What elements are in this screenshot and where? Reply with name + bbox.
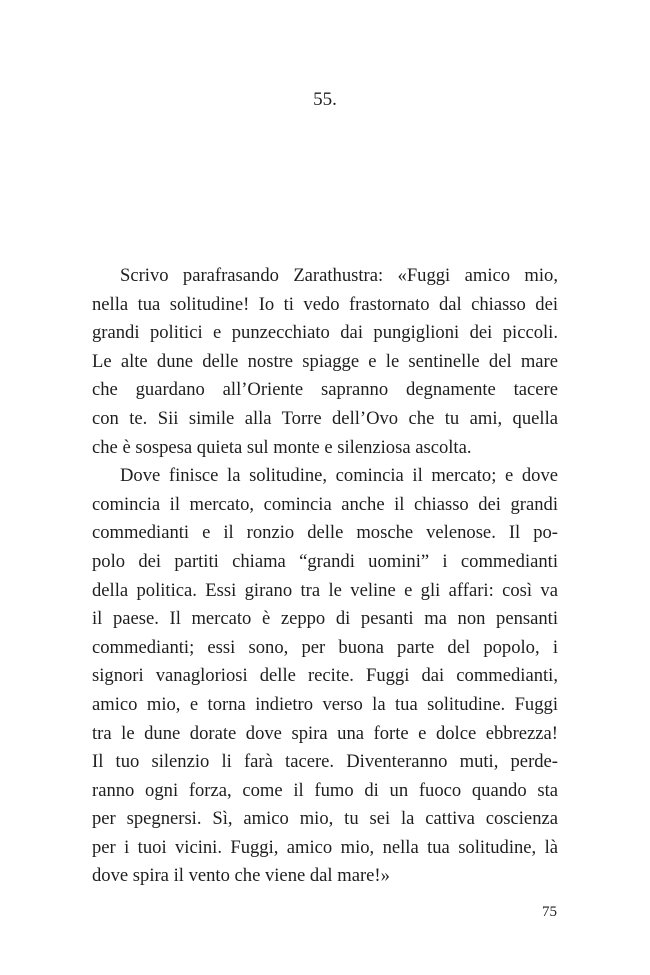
text-line: comincia il mercato, comincia anche il chiasso dei grandi xyxy=(92,493,558,515)
text-line: tra le dune dorate dove spira una forte e dolce ebbrezza! xyxy=(92,722,558,744)
paragraph-2 xyxy=(92,462,558,891)
text-line: commedianti; essi sono, per buona parte del popolo, i xyxy=(92,636,558,658)
paragraph-1 xyxy=(92,262,558,462)
text-line: Il tuo silenzio li farà tacere. Diventeranno muti, perde- xyxy=(92,751,558,773)
text-line: per spegnersi. Sì, amico mio, tu sei la cattiva coscienza xyxy=(92,808,558,830)
text-line: con te. Sii simile alla Torre dell’Ovo che tu ami, quella xyxy=(92,407,558,429)
text-line: per i tuoi vicini. Fuggi, amico mio, nella tua solitudine, là xyxy=(92,836,558,858)
text-line: nella tua solitudine! Io ti vedo frastornato dal chiasso dei xyxy=(92,293,558,315)
text-line: che guardano all’Oriente sapranno degnamente tacere xyxy=(92,379,558,401)
text-line: Dove finisce la solitudine, comincia il mercato; e dove xyxy=(120,465,558,487)
text-line: della politica. Essi girano tra le veline e gli affari: così va xyxy=(92,579,558,601)
text-line: polo dei partiti chiama “grandi uomini” i commedianti xyxy=(92,550,558,572)
text-line: signori vanagloriosi delle recite. Fuggi dai commedianti, xyxy=(92,665,558,687)
text-line: dove spira il vento che viene dal mare!» xyxy=(92,865,390,887)
text-line: Scrivo parafrasando Zarathustra: «Fuggi amico mio, xyxy=(120,265,558,286)
text-line: Le alte dune delle nostre spiagge e le sentinelle del mare xyxy=(92,350,558,372)
text-line: che è sospesa quieta sul monte e silenziosa ascolta. xyxy=(92,436,472,458)
text-line: grandi politici e punzecchiato dai pungiglioni dei piccoli. xyxy=(92,322,558,344)
text-line: commedianti e il ronzio delle mosche velenose. Il po- xyxy=(92,522,558,544)
text-line: amico mio, e torna indietro verso la tua solitudine. Fuggi xyxy=(92,693,558,715)
chapter-number: 55. xyxy=(313,89,337,110)
body-text xyxy=(92,262,558,891)
text-line: ranno ogni forza, come il fumo di un fuoco quando sta xyxy=(92,779,558,801)
text-line: il paese. Il mercato è zeppo di pesanti ma non pensanti xyxy=(92,608,558,630)
page-number: 75 xyxy=(542,904,557,920)
